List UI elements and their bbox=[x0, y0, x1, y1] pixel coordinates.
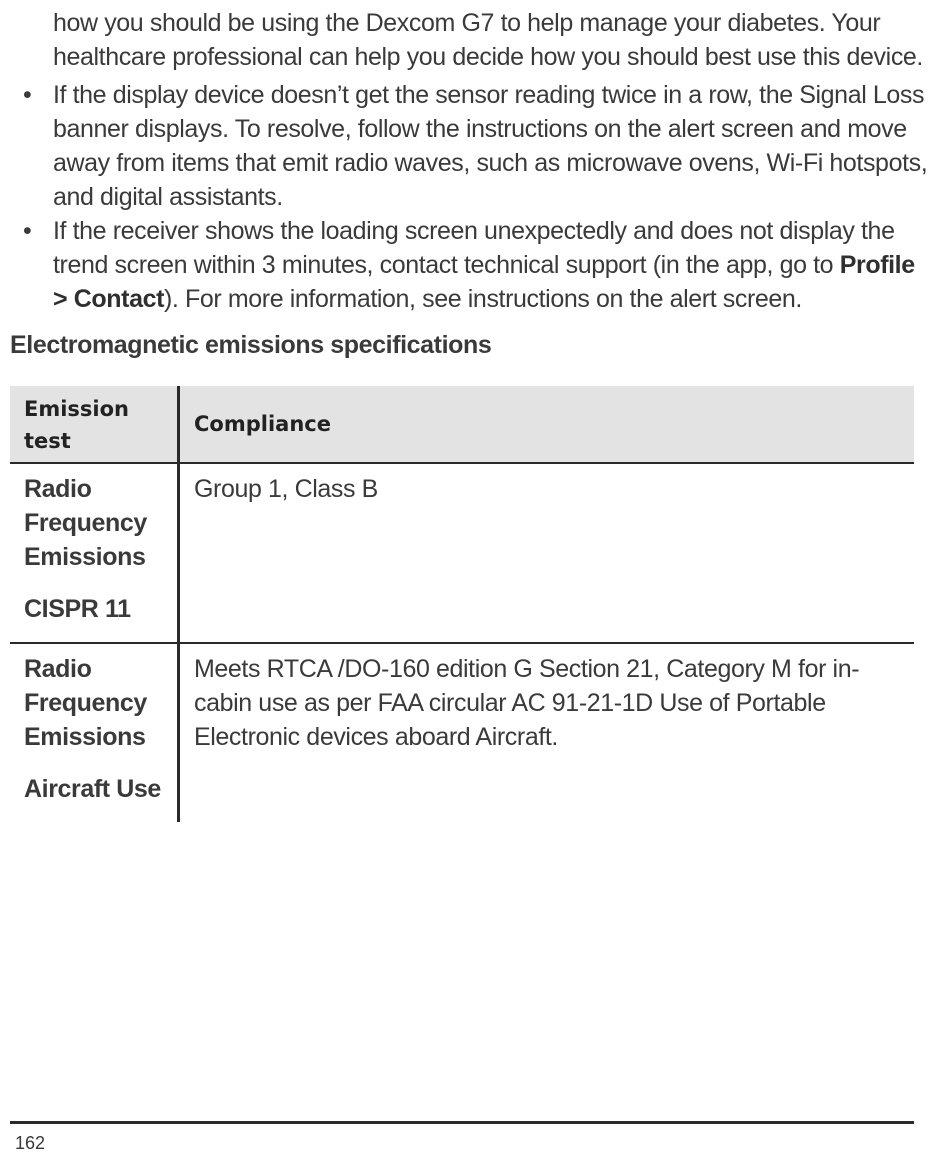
row-test-name: Radio Frequency Emissions bbox=[24, 475, 147, 571]
bullet-item-signal-loss bbox=[0, 78, 935, 214]
continuation-paragraph: how you should be using the Dexcom G7 to help manage your diabetes. Your healthcare professional can help you decide how you should best use this device. bbox=[53, 9, 923, 71]
row-test-cell bbox=[10, 464, 180, 642]
header-emission-test: Emission test bbox=[10, 386, 180, 462]
row-test-standard: CISPR 11 bbox=[24, 595, 131, 623]
emissions-table bbox=[10, 386, 914, 822]
bullet-marker: • bbox=[23, 81, 32, 109]
bullet-text: If the display device doesn’t get the sensor reading twice in a row, the Signal Loss banner displays. To resolve, follow the instructions on the alert screen and move away from items that emit radio waves, such as microwave ovens, Wi-Fi hotspots, and digital assistants. bbox=[53, 81, 928, 211]
table-row bbox=[10, 644, 914, 822]
bullet-list bbox=[0, 78, 935, 316]
page-number: 162 bbox=[15, 1133, 46, 1153]
row-test-standard: Aircraft Use bbox=[24, 775, 161, 803]
bullet-bold-path: Profile > Contact bbox=[53, 251, 915, 313]
section-heading: Electromagnetic emissions specifications bbox=[10, 331, 492, 359]
bullet-marker: • bbox=[23, 217, 32, 245]
table-row bbox=[10, 464, 914, 644]
footer-divider bbox=[10, 1121, 914, 1124]
row-compliance-cell: Meets RTCA /DO-160 edition G Section 21, Category M for in-cabin use as per FAA circular AC 91-21-1D Use of Portable Electronic devices aboard Aircraft. bbox=[194, 655, 860, 751]
bullet-text-after: ). For more information, see instructions on the alert screen. bbox=[164, 285, 802, 313]
row-compliance-cell: Group 1, Class B bbox=[194, 475, 378, 503]
header-compliance: Compliance bbox=[194, 412, 331, 436]
row-test-name: Radio Frequency Emissions bbox=[24, 655, 147, 751]
table-header-row bbox=[10, 386, 914, 464]
bullet-item-loading-screen bbox=[0, 214, 935, 316]
row-test-cell bbox=[10, 644, 180, 822]
bullet-text-before: If the receiver shows the loading screen unexpectedly and does not display the trend screen within 3 minutes, contact technical support (in the app, go to bbox=[53, 217, 895, 279]
